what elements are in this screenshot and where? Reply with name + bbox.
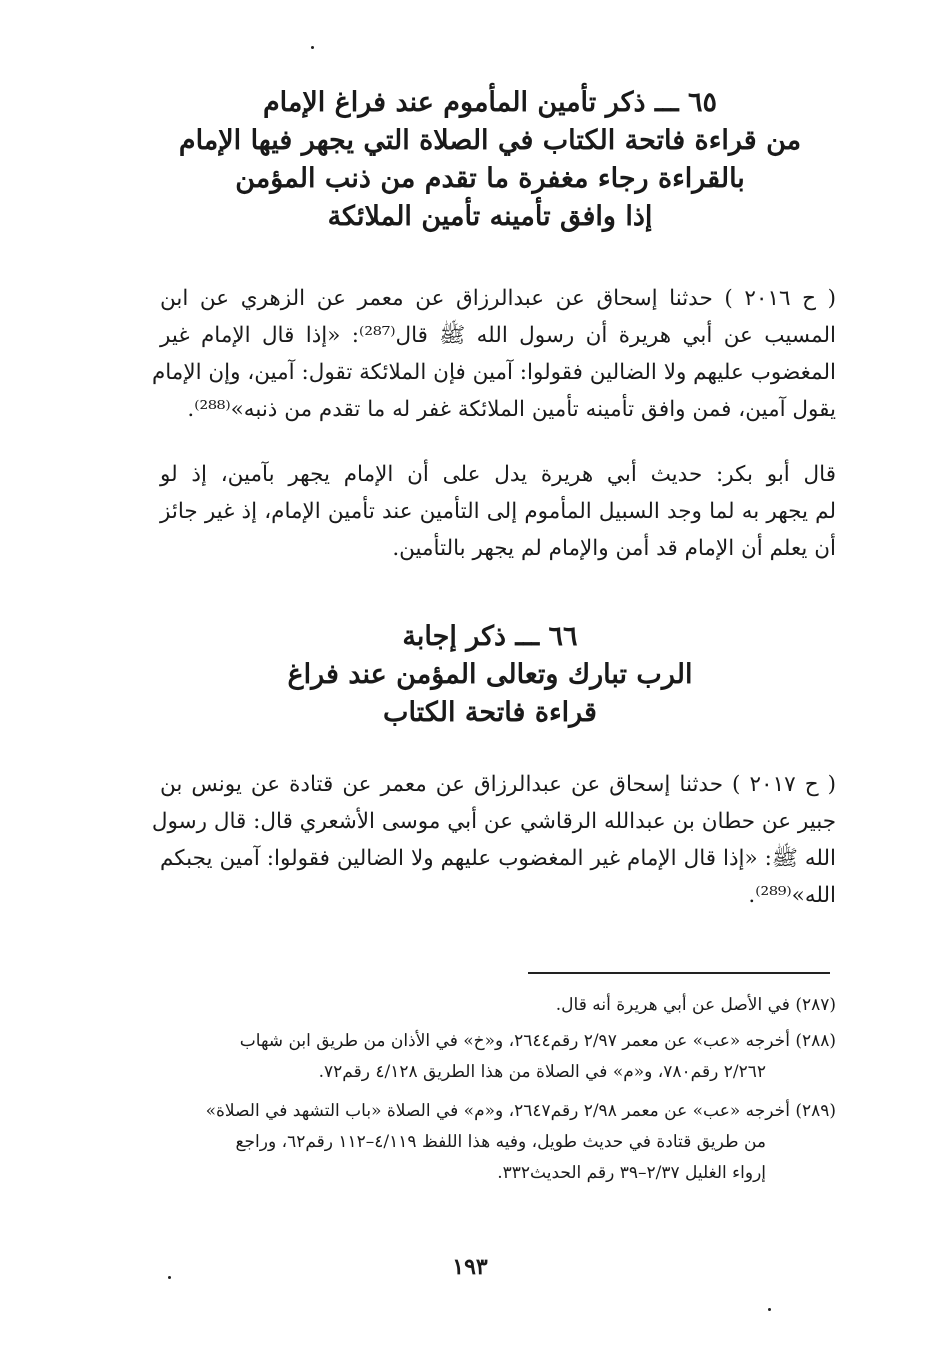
hadith-line: المغضوب عليهم ولا الضالين فقولوا: آمين فإن الملائكة تقول: آمين، وإن الإمام — [151, 360, 836, 385]
footnote-line: ٢/٢٦٢ رقم٧٨٠، و«م» في الصلاة من هذا الطريق ٤/١٢٨ رقم٧٢. — [318, 1062, 766, 1082]
hadith-line: الله»⁽²⁸⁹⁾. — [748, 883, 836, 908]
commentary-line: أن يعلم أن الإمام قد أمن والإمام لم يجهر بالتأمين. — [392, 536, 836, 561]
footnote-288 — [160, 1026, 836, 1088]
hadith-2016 — [151, 280, 836, 428]
heading-line: إذا وافق تأمينه تأمين الملائكة — [327, 201, 653, 232]
heading-line: قراءة فاتحة الكتاب — [383, 697, 597, 728]
heading-line: بالقراءة رجاء مغفرة ما تقدم من ذنب المؤمن — [235, 163, 745, 194]
commentary-line: لم يجهر به لما وجد السبيل المأموم إلى التأمين عند تأمين الإمام، إذ غير جائز — [160, 499, 836, 524]
footnote-line: (٢٨٨) أخرجه «عب» عن معمر ٢/٩٧ رقم٢٦٤٤، و«خ» في الأذان من طريق ابن شهاب — [239, 1031, 836, 1051]
hadith-line: ( ح ٢٠١٦ ) حدثنا إسحاق عن عبدالرزاق عن معمر عن الزهري عن ابن — [160, 286, 836, 311]
hadith-line: جبير عن حطان بن عبدالله الرقاشي عن أبي موسى الأشعري قال: قال رسول — [151, 809, 836, 834]
footnote-separator — [528, 972, 830, 974]
footnote-289 — [160, 1096, 836, 1189]
hadith-line: يقول آمين، فمن وافق تأمينه تأمين الملائكة غفر له ما تقدم من ذنبه»⁽²⁸⁸⁾. — [187, 397, 836, 422]
heading-line: الرب تبارك وتعالى المؤمن عند فراغ — [287, 659, 693, 690]
commentary-paragraph — [160, 456, 836, 567]
hadith-line: الله ﷺ: «إذا قال الإمام غير المغضوب عليهم ولا الضالين فقولوا: آمين يجبكم — [160, 846, 836, 871]
page-speck — [168, 1276, 171, 1279]
section-66-heading — [160, 618, 820, 732]
footnote-line: (٢٨٩) أخرجه «عب» عن معمر ٢/٩٨ رقم٢٦٤٧، و«م» في الصلاة «باب التشهد في الصلاة» — [205, 1101, 836, 1121]
heading-line: ٦٥ ـــ ذكر تأمين المأموم عند فراغ الإمام — [262, 87, 718, 118]
footnote-line: من طريق قتادة في حديث طويل، وفيه هذا اللفظ ٤/١١٩–١١٢ رقم٦٢، وراجع — [235, 1132, 766, 1152]
section-65-heading — [160, 84, 820, 236]
footnote-line: (٢٨٧) في الأصل عن أبي هريرة أنه قال. — [555, 995, 836, 1015]
footnote-287 — [160, 990, 836, 1021]
commentary-line: قال أبو بكر: حديث أبي هريرة يدل على أن الإمام يجهر بآمين، إذ لو — [160, 462, 836, 487]
heading-line: ٦٦ ـــ ذكر إجابة — [402, 621, 578, 652]
hadith-line: المسيب عن أبي هريرة أن رسول الله ﷺ قال⁽²⁸⁷⁾: «إذا قال الإمام غير — [160, 323, 836, 348]
heading-line: من قراءة فاتحة الكتاب في الصلاة التي يجهر فيها الإمام — [178, 125, 802, 156]
page-number: ١٩٣ — [452, 1254, 488, 1280]
page-speck — [768, 1308, 771, 1311]
hadith-2017 — [151, 766, 837, 914]
page-speck — [311, 46, 314, 49]
hadith-line: ( ح ٢٠١٧ ) حدثنا إسحاق عن عبدالرزاق عن معمر عن قتادة عن يونس بن — [160, 772, 837, 797]
footnote-line: إرواء الغليل ٢/٣٧–٣٩ رقم الحديث٣٣٢. — [497, 1163, 766, 1183]
